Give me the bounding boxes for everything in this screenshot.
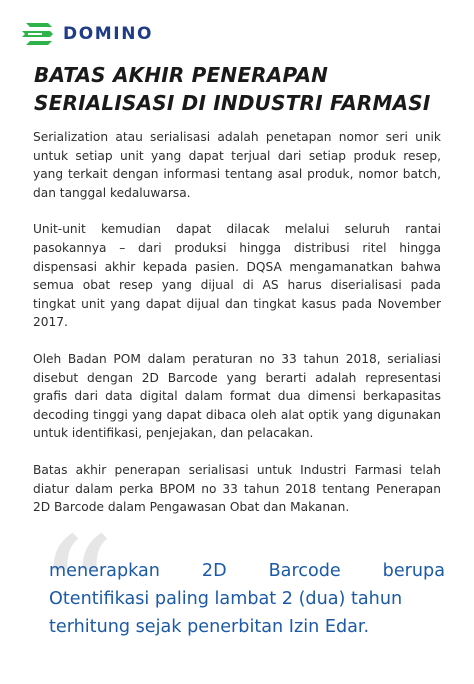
title-line: SERIALISASI DI INDUSTRI FARMASI: [34, 91, 431, 115]
domino-e-logo-icon: [22, 22, 56, 46]
quote-line: Otentifikasi paling lambat 2 (dua) tahun: [49, 589, 403, 609]
paragraph: Unit-unit kemudian dapat dilacak melalui seluruh rantai pasokannya – dari produksi hingga distribusi ritel hingga dispensasi akhir kepada pasien. DQSA mengamanatkan bahwa semua obat resep yang dijual di AS harus diserialisasi pada tingkat unit yang dapat dijual dan tingkat kasus pada November 2017.: [33, 222, 441, 330]
domino-logo: [22, 22, 153, 46]
quote-mark-icon: “: [38, 506, 115, 680]
quote-line: menerapkan 2D Barcode berupa: [49, 561, 445, 581]
title-line: BATAS AKHIR PENERAPAN: [34, 63, 329, 87]
paragraph: Batas akhir penerapan serialisasi untuk Industri Farmasi telah diatur dalam perka BPOM no 33 tahun 2018 tentang Penerapan 2D Barcode dalam Pengawasan Obat dan Makanan.: [33, 462, 441, 515]
pull-quote: [49, 557, 445, 641]
brand-name: DOMINO: [63, 24, 154, 44]
article-body: [33, 128, 441, 535]
quote-line: terhitung sejak penerbitan Izin Edar.: [49, 617, 370, 637]
page-title: [34, 61, 454, 117]
paragraph: Serialization atau serialisasi adalah penetapan nomor seri unik untuk setiap unit yang dapat terjual dari setiap produk resep, yang terkait dengan informasi tentang asal produk, nomor batch, dan tanggal kedaluwarsa.: [33, 130, 441, 200]
paragraph: Oleh Badan POM dalam peraturan no 33 tahun 2018, serialiasi disebut dengan 2D Barcode yang berarti adalah representasi grafis dari data digital dalam format dua dimensi berkapasitas decoding tinggi yang dapat dibaca oleh alat optik yang digunakan untuk identifikasi, penjejakan, dan pelacakan.: [33, 351, 441, 441]
